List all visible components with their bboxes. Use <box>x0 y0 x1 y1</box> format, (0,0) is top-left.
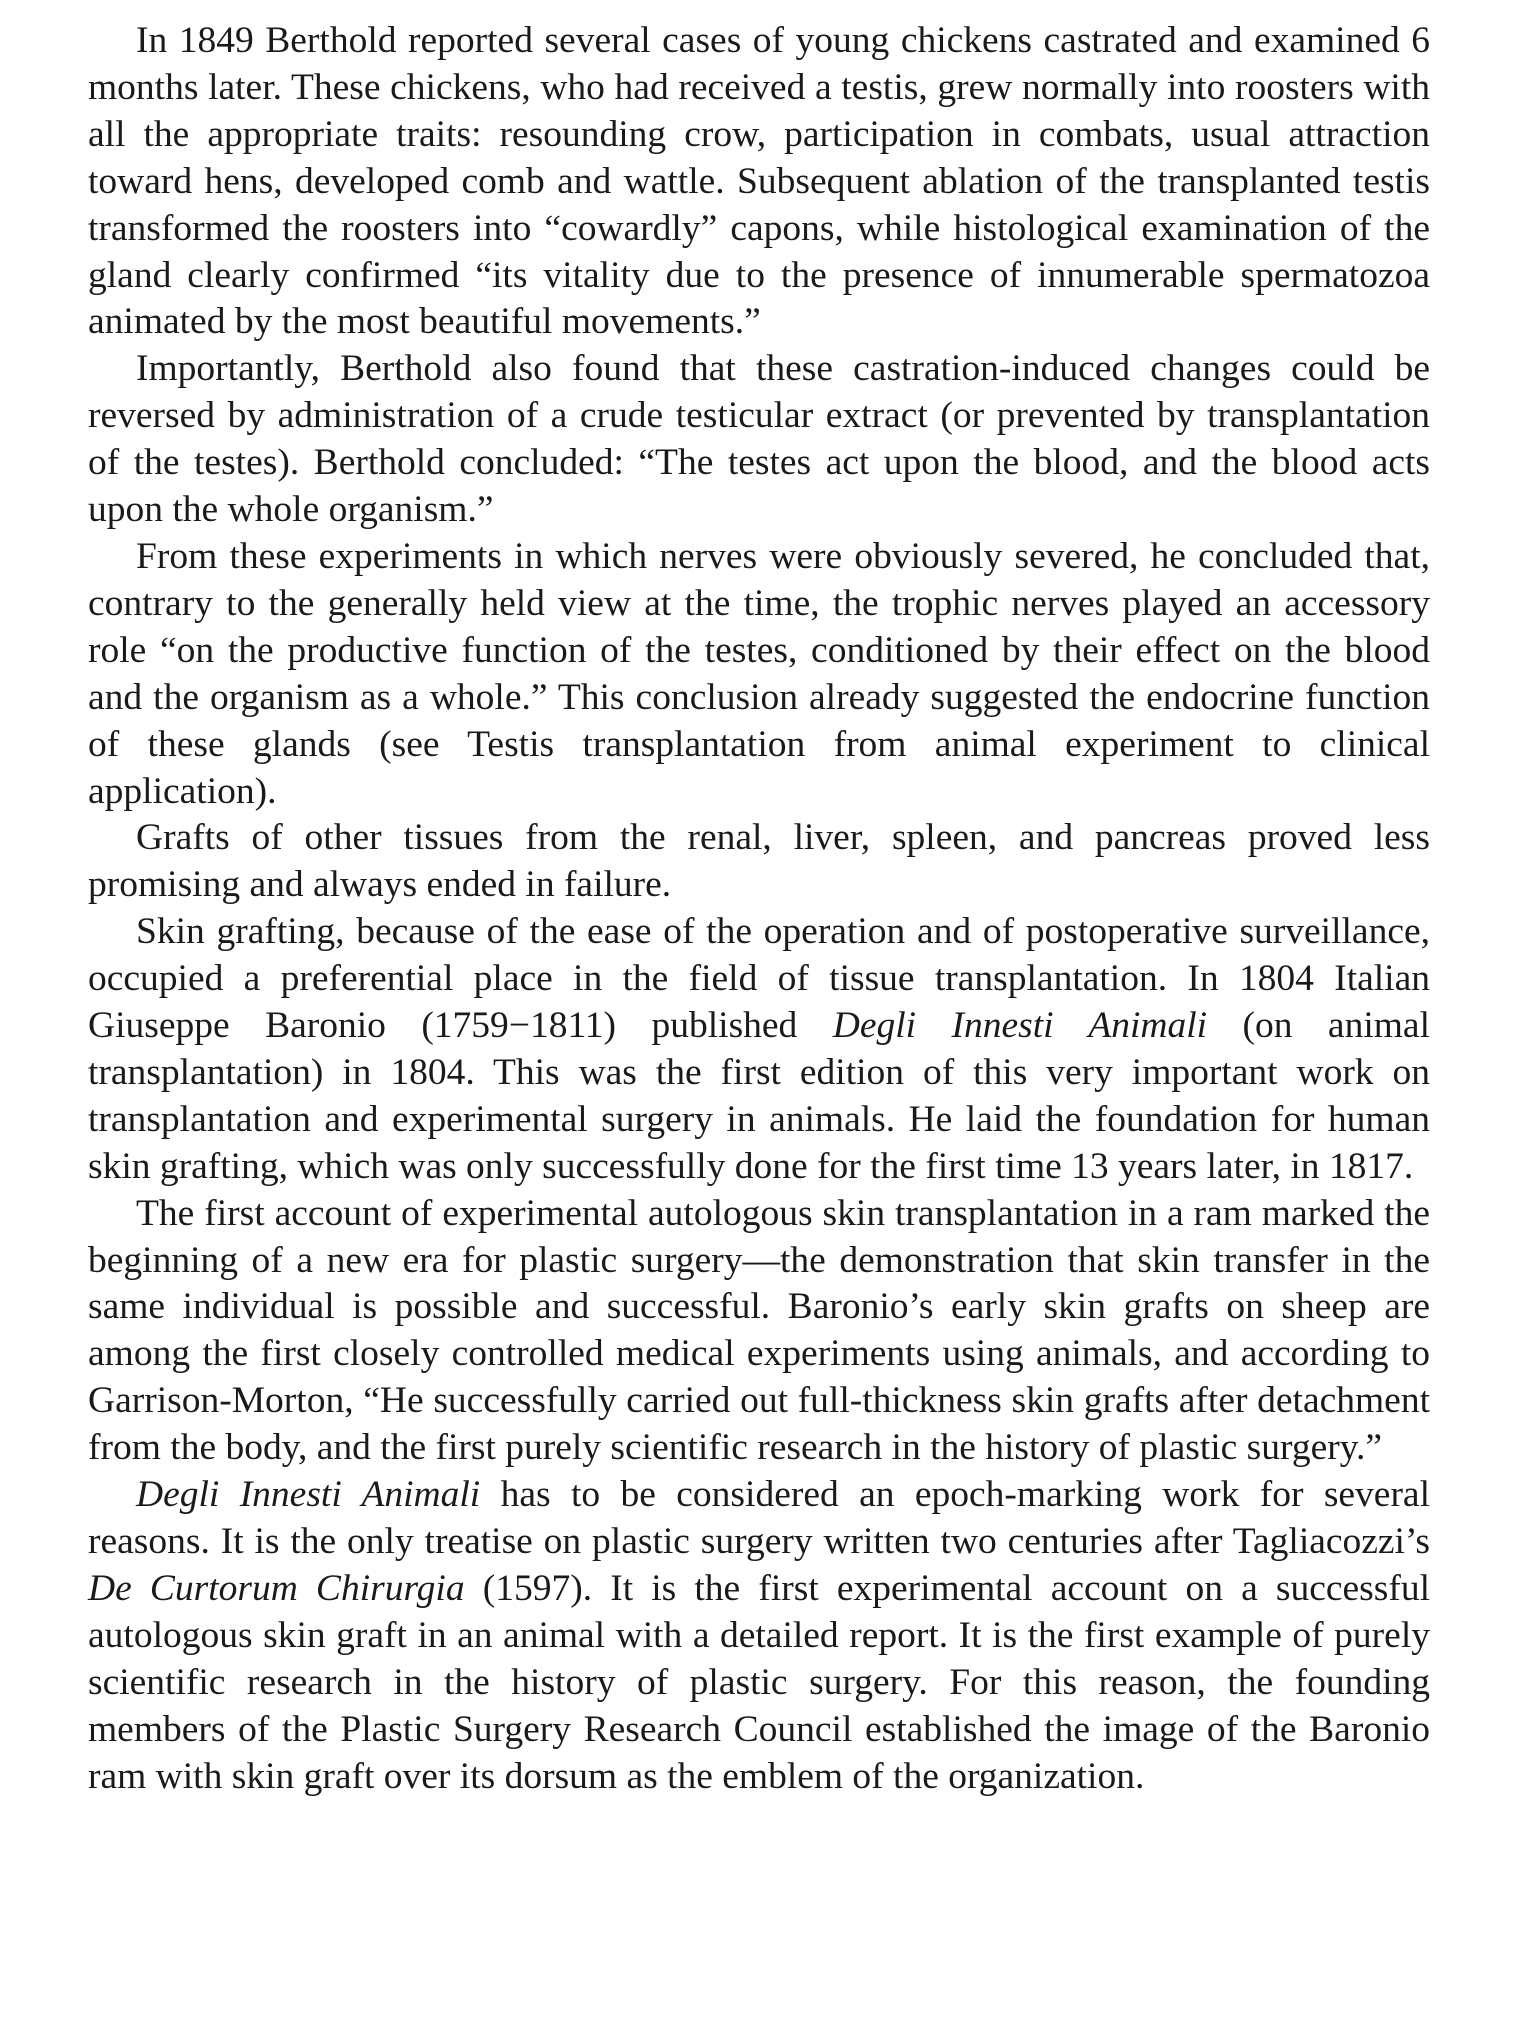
paragraph-other-grafts <box>88 815 1430 909</box>
book-title: Degli Innesti Animali <box>136 1474 481 1516</box>
paragraph-text: Skin grafting, because of the ease of the operation and of postoperative surveillance, occupied a preferential place in the field of tissue transplantation. In 1804 Italian Giuseppe Baronio (1759−1811) published <box>88 911 1430 1047</box>
book-title: De Curtorum Chirurgia <box>88 1567 465 1609</box>
paragraph-skin-grafting <box>88 909 1430 1190</box>
paragraph-text: Grafts of other tissues from the renal, liver, spleen, and pancreas proved less promising and always ended in failure. <box>88 817 1430 906</box>
document-body <box>88 18 1430 1800</box>
paragraph-trophic-nerves <box>88 534 1430 815</box>
paragraph-text: (on animal transplantation) in 1804. This was the first edition of this very important work on transplantation and experimental surgery in animals. He laid the foundation for human skin grafting, which was only successfully done for the first time 13 years later, in 1817. <box>88 1005 1430 1187</box>
paragraph-castration-reversal <box>88 346 1430 534</box>
paragraph-text: (1597). It is the first experimental account on a successful autologous skin graft in an animal with a detailed report. It is the first example of purely scientific research in the history of plastic surgery. For this reason, the founding members of the Plastic Surgery Research Council established the image of the Baronio ram with skin graft over its dorsum as the emblem of the organization. <box>88 1567 1430 1797</box>
paragraph-epoch-marking-work <box>88 1472 1430 1800</box>
paragraph-berthold-chickens <box>88 18 1430 346</box>
paragraph-text: In 1849 Berthold reported several cases of young chickens castrated and examined 6 months later. These chickens, who had received a testis, grew normally into roosters with all the appropriate traits: resounding crow, participation in combats, usual attraction toward hens, developed comb and wattle. Subsequent ablation of the transplanted testis transformed the roosters into “cowardly” capons, while histological examination of the gland clearly confirmed “its vitality due to the presence of innumerable spermatozoa animated by the most beautiful movements.” <box>88 20 1430 343</box>
paragraph-ram-transplantation <box>88 1191 1430 1472</box>
paragraph-text: has to be considered an epoch-marking work for several reasons. It is the only treatise on plastic surgery written two centuries after Tagliacozzi’s <box>88 1474 1430 1562</box>
paragraph-text: From these experiments in which nerves were obviously severed, he concluded that, contrary to the generally held view at the time, the trophic nerves played an accessory role “on the productive function of the testes, conditioned by their effect on the blood and the organism as a whole.” This conclusion already suggested the endocrine function of these glands (see Testis transplantation from animal experiment to clinical application). <box>88 535 1430 812</box>
paragraph-text: Importantly, Berthold also found that these castration-induced changes could be reversed by administration of a crude testicular extract (or prevented by transplantation of the testes). Berthold concluded: “The testes act upon the blood, and the blood acts upon the whole organism.” <box>88 348 1430 531</box>
book-title: Degli Innesti Animali <box>832 1005 1208 1047</box>
paragraph-text: The first account of experimental autologous skin transplantation in a ram marked the beginning of a new era for plastic surgery—the demonstration that skin transfer in the same individual is possible and successful. Baronio’s early skin grafts on sheep are among the first closely controlled medical experiments using animals, and according to Garrison-Morton, “He successfully carried out full-thickness skin grafts after detachment from the body, and the first purely scientific research in the history of plastic surgery.” <box>88 1192 1430 1469</box>
